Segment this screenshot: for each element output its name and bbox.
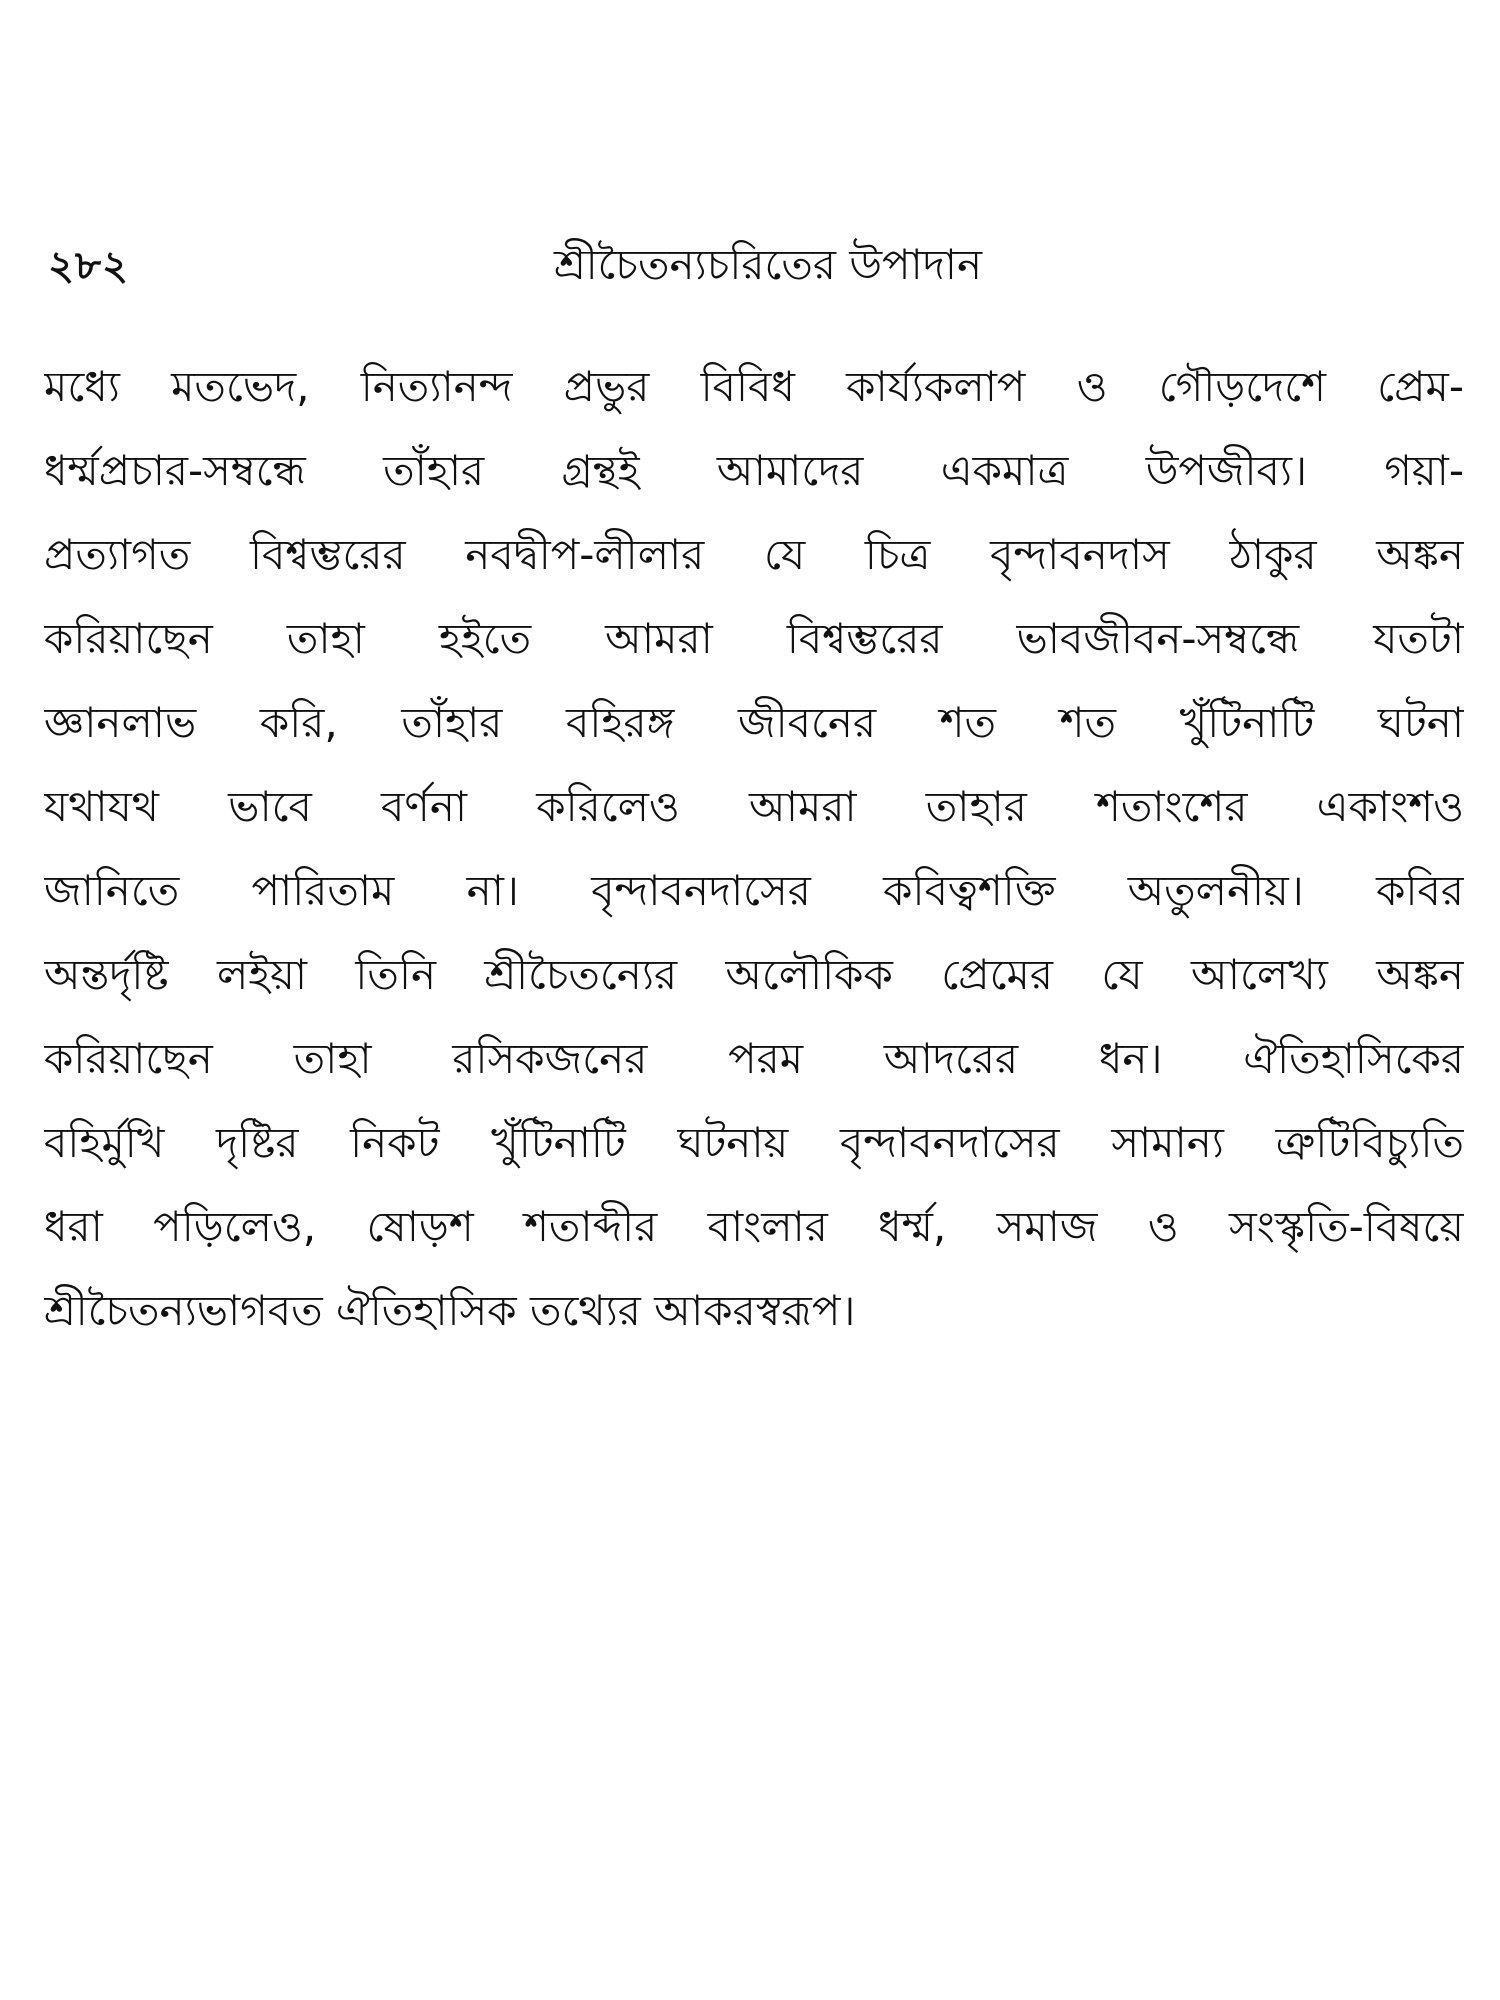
body-paragraph	[44, 345, 1464, 1353]
text-line: করিয়াছেন তাহা রসিকজনের পরম আদরের ধন। ঐতিহাসিকের	[44, 1034, 1464, 1083]
text-line: যথাযথ ভাবে বর্ণনা করিলেও আমরা তাহার শতাংশের একাংশও	[44, 782, 1464, 831]
running-title: শ্রীচৈতন্যচরিতের উপাদান	[553, 240, 983, 289]
text-line: ধরা পড়িলেও, ষোড়শ শতাব্দীর বাংলার ধর্ম্ম, সমাজ ও সংস্কৃতি-বিষয়ে	[44, 1202, 1464, 1251]
text-line: শ্রীচৈতন্যভাগবত ঐতিহাসিক তথ্যের আকরস্বরূপ।	[44, 1286, 856, 1335]
text-line: জানিতে পারিতাম না। বৃন্দাবনদাসের কবিত্বশক্তি অতুলনীয়। কবির	[44, 866, 1464, 915]
running-head	[48, 232, 1458, 302]
text-line: জ্ঞানলাভ করি, তাঁহার বহিরঙ্গ জীবনের শত শত খুঁটিনাটি ঘটনা	[44, 698, 1464, 747]
text-line: ধর্ম্মপ্রচার-সম্বন্ধে তাঁহার গ্রন্থই আমাদের একমাত্র উপজীব্য। গয়া-	[44, 446, 1464, 495]
text-line: করিয়াছেন তাহা হইতে আমরা বিশ্বম্ভরের ভাবজীবন-সম্বন্ধে যতটা	[44, 614, 1464, 663]
text-line: অন্তর্দৃষ্টি লইয়া তিনি শ্রীচৈতন্যের অলৌকিক প্রেমের যে আলেখ্য অঙ্কন	[44, 950, 1464, 999]
text-line: বহির্মুখি দৃষ্টির নিকট খুঁটিনাটি ঘটনায় বৃন্দাবনদাসের সামান্য ত্রুটিবিচ্যুতি	[44, 1118, 1464, 1167]
text-line: মধ্যে মতভেদ, নিত্যানন্দ প্রভুর বিবিধ কার্য্যকলাপ ও গৌড়দেশে প্রেম-	[44, 362, 1464, 411]
text-line: প্রত্যাগত বিশ্বম্ভরের নবদ্বীপ-লীলার যে চিত্র বৃন্দাবনদাস ঠাকুর অঙ্কন	[44, 530, 1464, 579]
page-number: ২৮২	[48, 243, 129, 289]
